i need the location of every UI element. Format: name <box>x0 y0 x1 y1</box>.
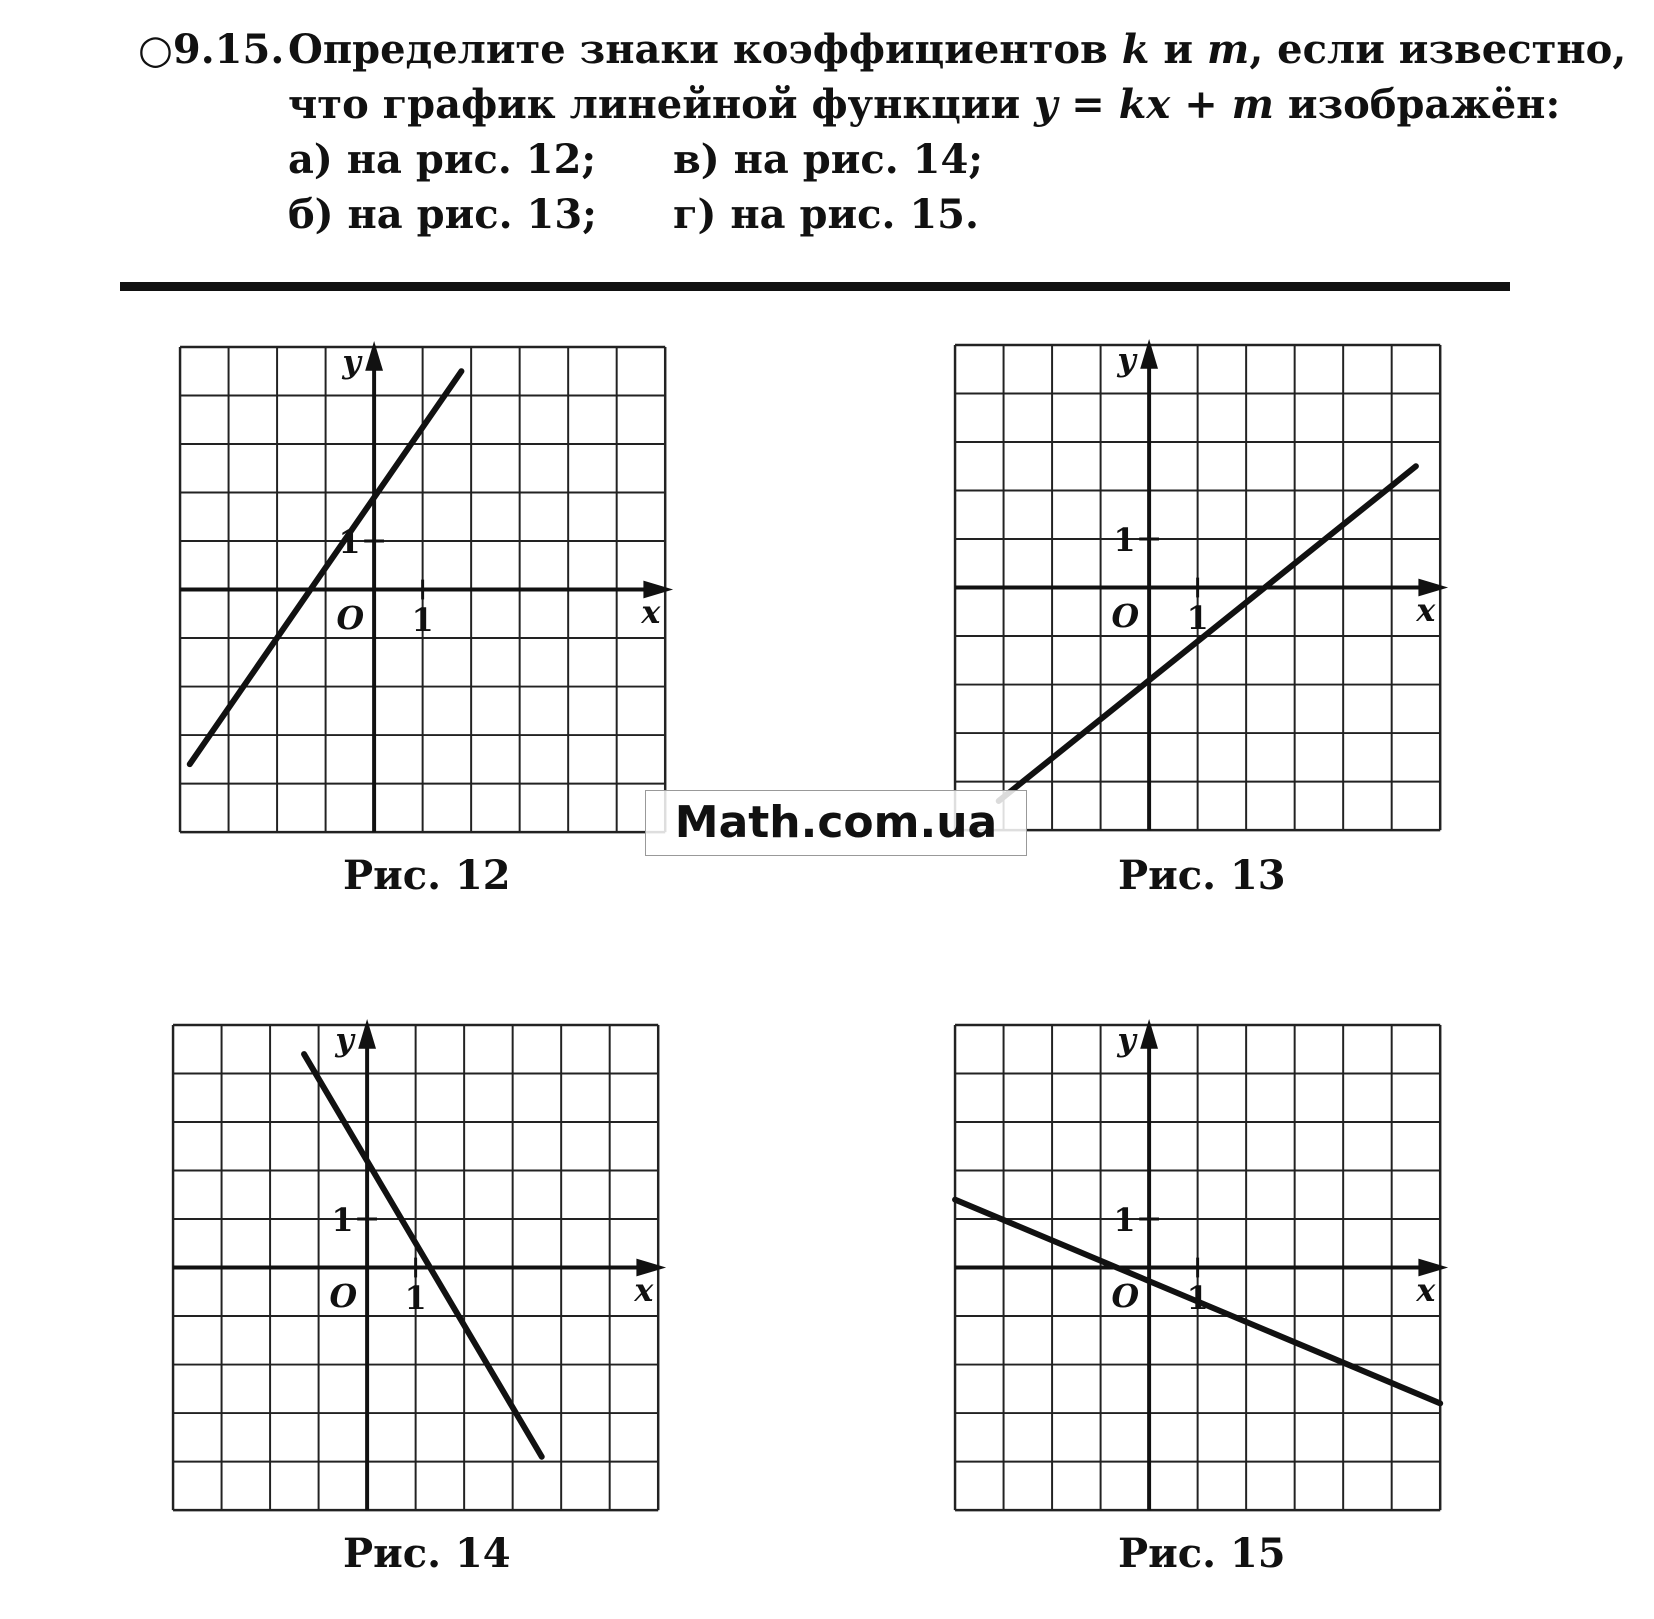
option-b: б) на рис. 13; <box>288 191 597 238</box>
option-a: а) на рис. 12; <box>288 136 597 183</box>
line1-part-a: Определите знаки коэффициентов <box>288 26 1122 73</box>
y-axis-arrow <box>358 1019 376 1049</box>
caption-fig-15: Рис. 15 <box>1118 1530 1286 1577</box>
problem-number: ○9.15. <box>138 26 285 73</box>
line2-part-b: изображён: <box>1273 81 1561 128</box>
y-unit-label: 1 <box>1113 521 1136 559</box>
coef-k: k <box>1121 26 1150 73</box>
equation: y = kx + m <box>1034 81 1274 128</box>
y-unit-label: 1 <box>1113 1201 1136 1239</box>
x-axis-label: x <box>1416 1272 1436 1310</box>
line1-part-c: , если известно, <box>1249 26 1627 73</box>
y-axis-arrow <box>1140 339 1158 369</box>
y-axis-label: y <box>335 1021 354 1059</box>
y-unit-label: 1 <box>331 1201 354 1239</box>
watermark: Math.com.ua <box>645 790 1027 856</box>
y-axis-label: y <box>342 343 361 381</box>
x-unit-label: 1 <box>1186 1280 1209 1318</box>
coordinate-grid <box>168 1020 688 1520</box>
problem-text <box>138 22 1627 242</box>
option-v: в) на рис. 14; <box>673 136 984 183</box>
x-axis-label: x <box>634 1272 654 1310</box>
problem-line-2 <box>138 77 1561 132</box>
line2-part-a: что график линейной функции <box>288 81 1035 128</box>
y-axis-arrow <box>1140 1019 1158 1049</box>
line1-part-b: и <box>1149 26 1207 73</box>
coordinate-grid <box>950 340 1470 840</box>
options-row-2 <box>138 187 1538 242</box>
y-unit-label: 1 <box>338 523 361 561</box>
x-unit-label: 1 <box>1186 600 1209 638</box>
y-axis-label: y <box>1117 341 1136 379</box>
caption-fig-14: Рис. 14 <box>343 1530 511 1577</box>
x-unit-label: 1 <box>404 1280 427 1318</box>
coordinate-grid <box>950 1020 1470 1520</box>
coordinate-grid <box>175 342 695 842</box>
x-unit-label: 1 <box>411 602 434 640</box>
problem-line-1 <box>138 22 1627 77</box>
caption-fig-12: Рис. 12 <box>343 852 511 899</box>
y-axis-arrow <box>365 341 383 371</box>
caption-fig-13: Рис. 13 <box>1118 852 1286 899</box>
origin-label: O <box>1111 1278 1140 1316</box>
x-axis-label: x <box>1416 592 1436 630</box>
origin-label: O <box>336 600 365 638</box>
origin-label: O <box>1111 598 1140 636</box>
x-axis-label: x <box>641 594 661 632</box>
origin-label: O <box>329 1278 358 1316</box>
option-g: г) на рис. 15. <box>673 191 979 238</box>
function-line <box>304 1054 542 1457</box>
divider <box>120 282 1510 291</box>
y-axis-label: y <box>1117 1021 1136 1059</box>
options-row-1 <box>138 132 1538 187</box>
coef-m: m <box>1207 26 1250 73</box>
